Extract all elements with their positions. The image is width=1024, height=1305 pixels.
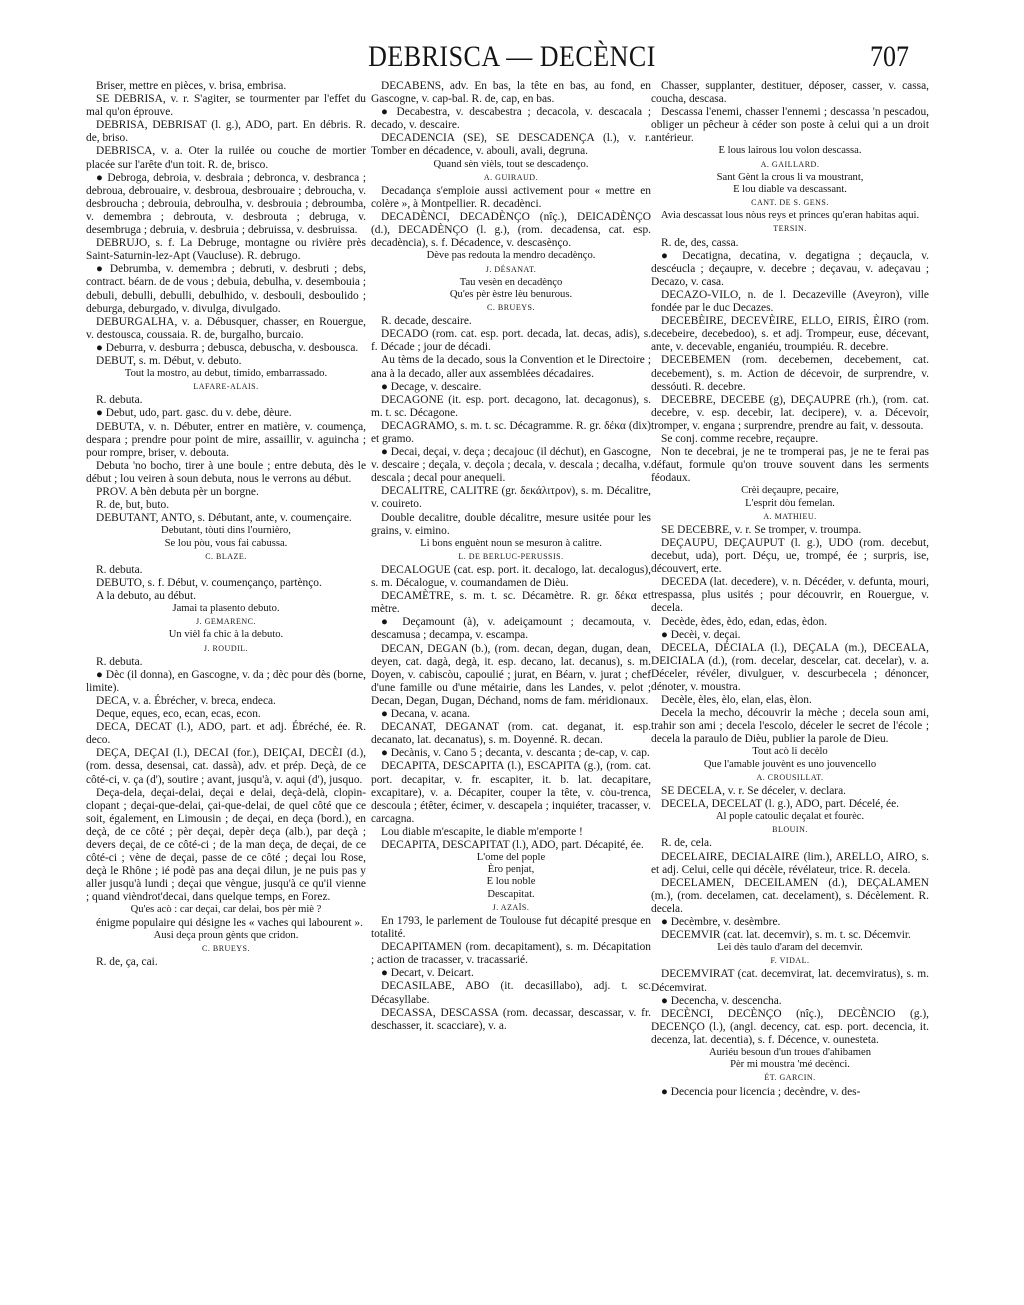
dictionary-entry: DECEDA (lat. decedere), v. n. Décéder, v. defunta, mouri, trespassa, plus usités ; pour découvrir, en Rouergue, v. decela. bbox=[651, 576, 929, 615]
text-column-3 bbox=[651, 80, 929, 1220]
dictionary-entry: DECELA, DECELAT (l. g.), ADO, part. Décelé, ée. bbox=[661, 798, 899, 811]
dictionary-entry: DEBUTO, s. f. Début, v. coumençanço, partènço. bbox=[96, 576, 322, 589]
dictionary-entry: R. debuta. bbox=[96, 563, 143, 576]
dictionary-entry: DECADENCIA (SE), SE DESCADENÇA (l.), v. r. Tomber en décadence, v. abouli, avali, degruna. bbox=[371, 132, 651, 158]
dictionary-entry: ● Decana, v. acana. bbox=[381, 708, 470, 721]
quotation-line: L'esprit dòu femelan. bbox=[745, 497, 835, 509]
dictionary-entry: DECELA, DÉCIALA (l.), DEÇALA (m.), DECEALA, DEICIALA (d.), (rom. decelar, descelar, cat. decelar), v. a. Déceler, révéler, divulguer, v. descurbecela ; dénoncer, dénoter, v. moustra. bbox=[651, 641, 929, 693]
quotation-line: Crèi deçaupre, pecaire, bbox=[741, 485, 839, 497]
running-head: DEBRISCA — DECÈNCI bbox=[368, 39, 656, 74]
dictionary-entry: ● Dèc (il donna), en Gascogne, v. da ; dèc pour dès (borne, limite). bbox=[86, 668, 366, 694]
dictionary-entry: DECAPITA, DESCAPITA (l.), ESCAPITA (g.), (rom. cat. port. decapitar, v. fr. escapiter, it. b. lat. decapitare, excapitare), v. a. Décapiter, couper la tête, v. còu-trenca, descoula ; étêter, écimer, v. descapela ; inquiéter, tracasser, v. carcagna. bbox=[371, 760, 651, 825]
quotation-author: L. DE BERLUC-PERUSSIS. bbox=[458, 551, 564, 561]
quotation-line: Un vièl fa chic à la debuto. bbox=[168, 629, 284, 641]
quotation-line: Ausi deça proun gènts que cridon. bbox=[153, 929, 299, 941]
dictionary-entry: ● Debroga, debroia, v. desbraia ; debronca, v. desbranca ; debroua, debrouaire, v. desbroua, desbrouaire ; debroucha, v. desbroucha ; debrouia, debroulha, v. desbrouia ; debroumba, v. demembra ; debrouta, v. desbrouta ; debruga, v. desembruga ; debruia, v. desbruia ; debruissa, v. desbruissa. bbox=[86, 171, 366, 237]
dictionary-entry: ● Debut, udo, part. gasc. du v. debe, dèure. bbox=[96, 407, 292, 420]
dictionary-entry: Descassa l'enemi, chasser l'ennemi ; descassa 'n pescadou, obliger un pêcheur à céder son poste à celui qui a un droit antérieur. bbox=[651, 106, 929, 145]
quotation-line: Pèr mi moustra 'mé decènci. bbox=[730, 1059, 850, 1071]
quotation-author: C. BLAZE. bbox=[205, 551, 247, 561]
dictionary-entry: R. decade, descaire. bbox=[381, 315, 472, 328]
dictionary-entry: DECALOGUE (cat. esp. port. it. decalogo, lat. decalogus), s. m. Décalogue, v. coumandamen de Dièu. bbox=[371, 564, 651, 590]
dictionary-entry: DEBRISA, DEBRISAT (l. g.), ADO, part. En débris. R. de, briso. bbox=[86, 119, 366, 145]
dictionary-entry: ● Deçamount (à), v. adeiçamount ; decamouta, v. descamusa ; decampa, v. escampa. bbox=[371, 616, 651, 642]
dictionary-entry: DECA, DECAT (l.), ADO, part. et adj. Ébréché, ée. R. deco. bbox=[86, 721, 366, 747]
dictionary-entry: ● Decabestra, v. descabestra ; decacola, v. descacala ; decado, v. descaire. bbox=[371, 106, 651, 132]
dictionary-entry: ● Decai, deçai, v. deça ; decajouc (il déchut), en Gascogne, v. descaire ; deçala, v. deçola ; decala, v. descala ; decalha, v. descala ; decal pour anequeli. bbox=[371, 446, 651, 485]
dictionary-entry: DEBUTANT, ANTO, s. Débutant, ante, v. coumençaire. bbox=[96, 512, 352, 525]
dictionary-entry: Debuta 'no bocho, tirer à une boule ; entre debuta, dès le début ; lou veiren à soun debuta, nous le verrons au début. bbox=[86, 459, 366, 485]
dictionary-entry: A la debuto, au début. bbox=[96, 589, 196, 602]
dictionary-entry: Briser, mettre en pièces, v. brisa, embrisa. bbox=[96, 80, 287, 92]
dictionary-entry: En 1793, le parlement de Toulouse fut décapité presque en totalité. bbox=[371, 914, 651, 941]
dictionary-entry: DECEMVIR (cat. lat. decemvir), s. m. t. sc. Décemvir. bbox=[661, 929, 911, 942]
dictionary-entry: R. de, des, cassa. bbox=[661, 236, 739, 249]
quotation-author: ÉT. GARCIN. bbox=[764, 1073, 816, 1083]
dictionary-entry: R. de, cela. bbox=[661, 837, 712, 850]
quotation-line: Que l'amable jouvènt es uno jouvencello bbox=[703, 758, 877, 770]
quotation-line: Qu'es acò : car deçai, car delai, bos pèr miè ? bbox=[130, 904, 322, 916]
dictionary-entry: Deça-dela, deçai-delai, deçai e delai, deçà-delà, clopin-clopant ; deçai-que-delai, çai-que-delai, de quel côté que ce soit, également, en Limousin ; de deçai, en deça (bord.), en deçà, de ce côté ; pèr deçai, depèr deça (alb.), par deçà ; devers deçai, de ce côté-ci ; de la man deça, de deçai, de ce côté-ci ; vène de deçai, passe de ce côté ; deçai lou Rose, deçà le Rhône ; ié podè pas ana deçai dilun, je ne puis pas y aller jusqu'à lundi ; deçai que vèngue, jusqu'à ce qu'il vienne ; quand vièndrot'decai, dans quelque temps, en Forez. bbox=[86, 786, 366, 904]
dictionary-entry: ● Decèmbre, v. desèmbre. bbox=[661, 915, 781, 928]
quotation-author: A. GAILLARD. bbox=[760, 159, 820, 169]
quotation-line: Jamai ta plasento debuto. bbox=[172, 603, 280, 615]
dictionary-entry: ● Decencha, v. descencha. bbox=[661, 994, 782, 1007]
quotation-author: C. BRUEYS. bbox=[202, 943, 250, 953]
dictionary-entry: R. debuta. bbox=[96, 655, 143, 668]
dictionary-entry: Chasser, supplanter, destituer, déposer, casser, v. cassa, coucha, descasa. bbox=[651, 80, 929, 106]
quotation-line: Dève pas redouta la mendro decadènço. bbox=[426, 250, 596, 262]
dictionary-entry: DECALITRE, CALITRE (gr. δεκάλιτρον), s. m. Décalitre, v. couireto. bbox=[371, 485, 651, 511]
dictionary-entry: Decela la mecho, découvrir la mèche ; decela soun ami, trahir son ami ; decela l'escolo, déceler le secret de l'école ; decela la paraulo de Dièu, publier la parole de Dieu. bbox=[651, 707, 929, 746]
dictionary-entry: SE DECELA, v. r. Se déceler, v. declara. bbox=[661, 784, 846, 797]
dictionary-entry: SE DECEBRE, v. r. Se tromper, v. troumpa. bbox=[661, 523, 862, 536]
dictionary-entry: ● Debrumba, v. demembra ; debruti, v. desbruti ; debs, contract. béarn. de de vous ; debuia, debulha, v. desembouia ; debuli, debulli, debulli, debulhido, v. desbouli, desboulido ; deburga, deburgado, v. divulga, divulgado. bbox=[86, 263, 366, 315]
quotation-line: Avia descassat lous nòus reys et princes qu'eran habitas aqui. bbox=[660, 210, 920, 222]
dictionary-entry: Lou diable m'escapite, le diable m'emporte ! bbox=[381, 825, 583, 838]
dictionary-entry: DECELAMEN, DECEILAMEN (d.), DEÇALAMEN (m.), (rom. decelamen, cat. decelament), s. Décèlement. R. decela. bbox=[651, 876, 929, 915]
dictionary-entry: DECAPITA, DESCAPITAT (l.), ADO, part. Décapité, ée. bbox=[381, 838, 644, 851]
quotation-author: BLOUIN. bbox=[772, 825, 808, 835]
quotation-author: A. GUIRAUD. bbox=[483, 172, 539, 182]
dictionary-entry: ● Decèi, v. deçai. bbox=[661, 628, 741, 641]
quotation-line: Qu'es pèr èstre lèu benurous. bbox=[449, 288, 573, 300]
quotation-line: Quand sèn vièls, tout se descadenço. bbox=[433, 158, 589, 170]
quotation-line: E lou noble bbox=[486, 876, 536, 888]
dictionary-entry: DECAGRAMO, s. m. t. sc. Décagramme. R. gr. δέκα (dix) et gramo. bbox=[371, 419, 651, 445]
quotation-line: Auriéu besoun d'un troues d'ahibamen bbox=[708, 1047, 872, 1059]
quotation-author: C. BRUEYS. bbox=[487, 303, 535, 313]
quotation-line: E lou diable va descassant. bbox=[733, 183, 847, 195]
page-header bbox=[0, 39, 1024, 82]
quotation-line: Al pople catoulic deçalat et fourèc. bbox=[715, 811, 865, 823]
quotation-line: Tau vesèn en decadènço bbox=[459, 276, 563, 288]
dictionary-entry: DEBURGALHA, v. a. Débusquer, chasser, en Rouergue, v. destousca, coussaia. R. de, burgalho, burcaio. bbox=[86, 315, 366, 341]
dictionary-entry: DECELAIRE, DECIALAIRE (lim.), ARELLO, AIRO, s. et adj. Celui, celle qui décèle, révélateur, trice. R. decela. bbox=[651, 850, 929, 876]
quotation-author: J. GEMARENC. bbox=[195, 617, 256, 627]
dictionary-entry: Se conj. comme recebre, reçaupre. bbox=[661, 432, 819, 445]
quotation-author: CANT. DE S. GENS. bbox=[751, 198, 829, 208]
quotation-author: A. MATHIEU. bbox=[763, 511, 817, 521]
dictionary-entry: DEBUTA, v. n. Débuter, entrer en matière, v. coumença, despara ; prendre pour point de mire, assaillir, v. aguincha ; pour rompre, briser, v. debouta. bbox=[86, 420, 366, 459]
quotation-author: A. CROUSILLAT. bbox=[756, 772, 824, 782]
dictionary-entry: DEBRISCA, v. a. Oter la ruilée ou couche de mortier placée sur l'arête d'un toit. R. de, brisco. bbox=[86, 145, 366, 171]
dictionary-entry: DECABENS, adv. En bas, la tête en bas, au fond, en Gascogne, v. cap-bal. R. de, cap, en bas. bbox=[371, 80, 651, 106]
dictionary-entry: DEBRUJO, s. f. La Debruge, montagne ou rivière près Saint-Saturnin-lez-Apt (Vaucluse). R. debrugo. bbox=[86, 237, 366, 263]
dictionary-entry: ● Deburra, v. desburra ; debusca, debuscha, v. desbousca. bbox=[96, 341, 359, 354]
quotation-line: Debutant, tòuti dins l'ournièro, bbox=[161, 525, 291, 537]
dictionary-entry: DEBUT, s. m. Début, v. debuto. bbox=[96, 354, 242, 367]
quotation-line: L'ome del pople bbox=[476, 852, 546, 864]
dictionary-entry: Decède, èdes, èdo, edan, edas, èdon. bbox=[661, 615, 828, 628]
quotation-author: F. VIDAL. bbox=[770, 956, 810, 966]
dictionary-entry: DECAMÈTRE, s. m. t. sc. Décamètre. R. gr. δέκα et mètre. bbox=[371, 590, 651, 616]
dictionary-entry: DECEBÈIRE, DECEVÈIRE, ELLO, EIRIS, ÈIRO (rom. decebeire, decebedoo), s. et adj. Trompeur, euse, décevant, ante, v. decevable, enganiéu, troumpiéu. R. decebre. bbox=[651, 315, 929, 354]
dictionary-entry: PROV. A bèn debuta pèr un borgne. bbox=[96, 486, 259, 499]
quotation-line: Tout acò li decèlo bbox=[752, 746, 828, 758]
dictionary-entry: DECEMVIRAT (cat. decemvirat, lat. decemviratus), s. m. Décemvirat. bbox=[651, 968, 929, 994]
quotation-author: LAFARE-ALAIS. bbox=[193, 382, 259, 392]
quotation-line: Li bons enguènt noun se mesuron à calitre. bbox=[420, 537, 602, 549]
quotation-line: Tout la mostro, au debut, timido, embarrassado. bbox=[124, 368, 328, 380]
dictionary-entry: ● Decart, v. Deicart. bbox=[381, 967, 474, 980]
quotation-line: Se lou pòu, vous fai cabussa. bbox=[164, 537, 288, 549]
dictionary-entry: R. de, but, buto. bbox=[96, 499, 170, 512]
dictionary-entry: DECAN, DEGAN (b.), (rom. decan, degan, dugan, dean, deyen, cat. dagà, degà, it. esp. decano, lat. decanus), s. m. Doyen, v. cabiscòu, capoulié ; jurat, en Béarn, v. jurat ; chef d'une famille ou d'une métairie, dans les Landes, v. pelot ; Decan, Degan, Dugan, Déchand, noms de fam. méridionaux. bbox=[371, 642, 651, 707]
dictionary-entry: DECAGONE (it. esp. port. decagono, lat. decagonus), s. m. t. sc. Décagone. bbox=[371, 393, 651, 419]
text-column-2 bbox=[371, 80, 651, 1220]
dictionary-entry: ● Decatigna, decatina, v. degatigna ; deçaucla, v. descéucla ; deçaupre, v. decebre ; deçavau, v. adeçavau ; Decazo, v. casa. bbox=[651, 249, 929, 288]
dictionary-entry: DECASILABE, ABO (it. decasillabo), adj. t. sc. Décasyllabe. bbox=[371, 980, 651, 1006]
dictionary-entry: DEÇA, DEÇAI (l.), DECAI (for.), DEIÇAI, DECÈI (d.), (rom. dessa, desensai, cat. dassà), adv. et prép. Deçà, de ce côté-ci, v. ça (d'), soutire ; avant, jusqu'à, v. aqui (d'), jusquo. bbox=[86, 747, 366, 786]
dictionary-entry: DECA, v. a. Ébrécher, v. breca, endeca. bbox=[96, 694, 276, 707]
text-column-1 bbox=[86, 80, 366, 1220]
dictionary-entry: énigme populaire qui désigne les « vaches qui labourent ». bbox=[96, 916, 363, 929]
dictionary-entry: DECEBRE, DECEBE (g), DEÇAUPRE (rh.), (rom. cat. decebre, v. esp. decebir, lat. decipere), v. a. Décevoir, tromper, v. engana ; surprendre, prendre au fait, v. dessouta. bbox=[651, 393, 929, 432]
dictionary-entry: DECADÈNCI, DECADÈNÇO (nîç.), DEICADÈNÇO (d.), DECADÈNÇO (l. g.), (rom. decadensa, cat. esp. decadència), s. f. Décadence, v. descasènço. bbox=[371, 211, 651, 250]
dictionary-entry: ● Decànis, v. Cano 5 ; decanta, v. descanta ; de-cap, v. cap. bbox=[381, 747, 650, 760]
quotation-line: Èro penjat, bbox=[487, 864, 535, 876]
dictionary-entry: Double decalitre, double décalitre, mesure usitée pour les grains, v. eimino. bbox=[371, 511, 651, 537]
dictionary-entry: DECÈNCI, DECÈNÇO (nîç.), DECÈNCIO (g.), DECENÇO (l.), (angl. decency, cat. esp. port. decencia, it. decenza, lat. decentia), s. f. Décence, v. ounesteta. bbox=[651, 1007, 929, 1046]
dictionary-entry: ● Decencia pour licencia ; decèndre, v. des- bbox=[661, 1085, 861, 1098]
quotation-author: J. ROUDIL. bbox=[203, 643, 249, 653]
dictionary-entry: DECEBEMEN (rom. decebemen, decebement, cat. decebement), s. m. Action de décevoir, de surprendre, v. dessóuti. R. decebre. bbox=[651, 354, 929, 393]
quotation-line: Sant Gènt la crous li va moustrant, bbox=[716, 171, 864, 183]
quotation-line: E lous lairous lou volon descassa. bbox=[718, 145, 862, 157]
dictionary-entry: DEÇAUPU, DEÇAUPUT (l. g.), UDO (rom. decebut, decebut, uda), port. Déçu, ue, trompé, ée ; surpris, ise, découvert, erte. bbox=[651, 536, 929, 576]
dictionary-entry: Decadança s'emploie aussi activement pour « mettre en colère », à Montpellier. R. decadènci. bbox=[371, 184, 651, 210]
dictionary-entry: Au tèms de la decado, sous la Convention et le Directoire ; ana à la decado, aller aux assemblées décadaires. bbox=[371, 354, 651, 380]
quotation-line: Lei dès taulo d'aram del decemvir. bbox=[717, 942, 863, 954]
dictionary-entry: DECAZO-VILO, n. de l. Decazeville (Aveyron), ville fondée par le duc Decazes. bbox=[651, 288, 929, 315]
dictionary-entry: ● Decage, v. descaire. bbox=[381, 380, 482, 393]
dictionary-entry: SE DEBRISA, v. r. S'agiter, se tourmenter par l'effet du mal qu'on éprouve. bbox=[86, 93, 366, 119]
dictionary-entry: DECASSA, DESCASSA (rom. decassar, descassar, v. fr. deschasser, it. scacciare), v. a. bbox=[371, 1006, 651, 1032]
dictionary-entry: DECANAT, DEGANAT (rom. cat. deganat, it. esp. decanato, lat. decanatus), s. m. Doyenné. R. decan. bbox=[371, 721, 651, 747]
dictionary-entry: Decèle, èles, èlo, elan, elas, èlon. bbox=[661, 694, 812, 707]
dictionary-entry: Deque, eques, eco, ecan, ecas, econ. bbox=[96, 708, 261, 721]
page-number: 707 bbox=[870, 39, 909, 74]
dictionary-entry: DECAPITAMEN (rom. decapitament), s. m. Décapitation ; action de tracasser, v. tracassarié. bbox=[371, 941, 651, 967]
quotation-author: TERSIN. bbox=[773, 224, 807, 234]
dictionary-entry: R. de, ça, cai. bbox=[96, 956, 158, 969]
dictionary-entry: Non te decebrai, je ne te tromperai pas, je ne te ferai pas défaut, formule qu'on trouve souvent dans les serments féodaux. bbox=[651, 446, 929, 485]
dictionary-entry: DECADO (rom. cat. esp. port. decada, lat. decas, adis), s. f. Décade ; jour de décadi. bbox=[371, 328, 651, 354]
quotation-author: J. AZAÏS. bbox=[492, 902, 530, 912]
quotation-author: J. DÉSANAT. bbox=[485, 264, 537, 274]
quotation-line: Descapitat. bbox=[487, 888, 535, 900]
dictionary-entry: R. debuta. bbox=[96, 394, 143, 407]
